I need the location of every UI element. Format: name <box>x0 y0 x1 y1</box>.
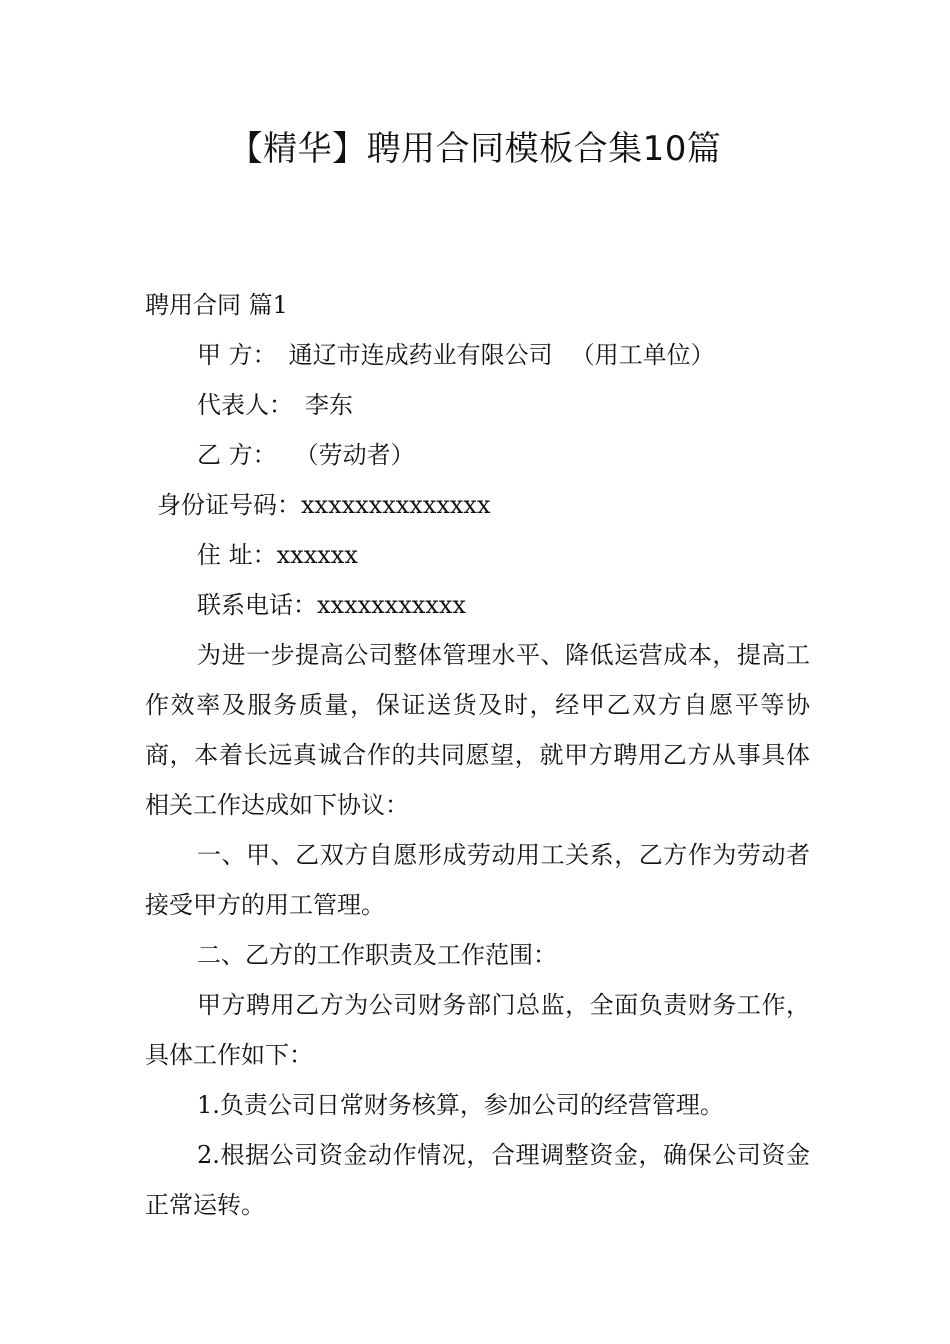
party-a-note: （用工单位） <box>570 341 715 369</box>
party-a-name: 通辽市连成药业有限公司 <box>288 341 553 369</box>
party-b-line <box>145 430 810 480</box>
representative-line <box>145 380 810 430</box>
paragraph-duty-1: 1.负责公司日常财务核算，参加公司的经营管理。 <box>197 1091 724 1119</box>
phone-label: 联系电话： <box>197 591 317 619</box>
address-value: xxxxxx <box>276 541 358 569</box>
paragraph-purpose: 为进一步提高公司整体管理水平、降低运营成本，提高工作效率及服务质量，保证送货及时，经甲乙双方自愿平等协商，本着长远真诚合作的共同愿望，就甲方聘用乙方从事具体相关工作达成如下协议： <box>145 641 810 819</box>
paragraph-clause-1: 一、甲、乙双方自愿形成劳动用工关系，乙方作为劳动者接受甲方的用工管理。 <box>145 841 810 919</box>
paragraph-job-description: 甲方聘用乙方为公司财务部门总监，全面负责财务工作，具体工作如下： <box>145 991 810 1069</box>
representative-label: 代表人： <box>197 391 293 419</box>
document-title: 【精华】聘用合同模板合集10篇 <box>228 129 722 169</box>
id-number-label: 身份证号码： <box>157 491 301 519</box>
id-number-value: xxxxxxxxxxxxxx <box>301 491 491 519</box>
party-a-line <box>145 330 810 380</box>
party-b-note: （劳动者） <box>294 441 415 469</box>
address-label: 住 址： <box>197 541 277 569</box>
representative-name: 李东 <box>305 391 353 419</box>
address-line <box>145 530 810 580</box>
phone-value: xxxxxxxxxxx <box>317 591 466 619</box>
party-a-label: 甲 方： <box>197 341 277 369</box>
document-body <box>145 280 810 1230</box>
section-heading: 聘用合同 篇1 <box>145 291 288 319</box>
paragraph-clause-2-heading: 二、乙方的工作职责及工作范围： <box>197 941 557 969</box>
party-b-label: 乙 方： <box>197 441 277 469</box>
phone-line <box>145 580 810 630</box>
id-number-line <box>145 480 810 530</box>
paragraph-duty-2: 2.根据公司资金动作情况，合理调整资金，确保公司资金正常运转。 <box>145 1141 810 1219</box>
